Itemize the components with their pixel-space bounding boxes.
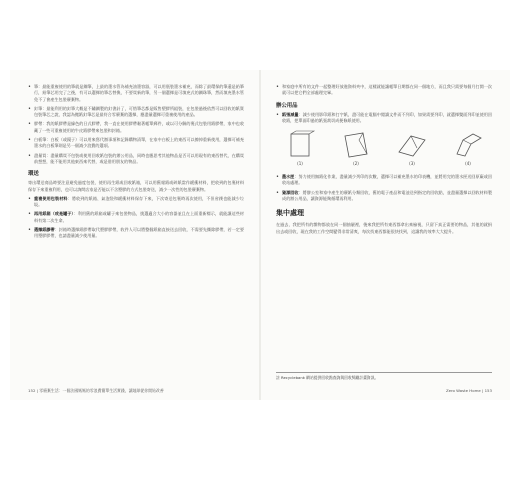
page-folio-left: 152 | 零廢棄生活：一個法國媽媽的零浪費簡單生活實踐，讓地球從你開始改善 [28, 388, 164, 393]
fold-step-label: (4) [465, 161, 471, 167]
section-heading-centralize: 集中處理 [276, 209, 304, 218]
left-column [28, 84, 244, 243]
office-item-label: 紙張減量 [282, 111, 299, 117]
fold-step-label: (3) [409, 161, 415, 167]
folding-illustration [280, 130, 488, 166]
office-item-text: ：減少使用影印紙和打字紙，盡可能在電腦中閱讀文件而不列印，如果需要列印，就選擇雙面列印並使用回收紙，把單面印過的紙張裁切成便條紙使用。 [282, 111, 493, 123]
fold-step-drawing [395, 130, 429, 160]
fold-step-label: (2) [353, 161, 359, 167]
bullet-item-text: 筆：最能重複使用的筆就是鋼筆，上最的墨水管為補充油墨容器，可以用瓶裝墨水補充，而除了最環保的筆還是鉛筆行，鉛筆芯用完了之後，有可以選擇的筆芯替換，不要買新的筆，另一個選擇是可填充式的鋼珠筆，然而填充墨水管免不了會產生包裝廢棄物。 [34, 84, 244, 102]
fold-step-drawing [451, 130, 485, 160]
book-spread [10, 70, 510, 400]
bullet-list-office-2 [276, 174, 492, 202]
bullet-item-text: 膠帶：我的紙膠帶是綠色的日式膠帶，我一直在使用膠帶黏著帳單郵件，或以可分解的裹式包裝用紙膠帶，家中也收藏了一些可重複使用的牛皮紙膠帶來包裝和封箱。 [34, 121, 244, 133]
section-paragraph-left: 寄出環送商品時要注意避免過度包裝，使用再生紙或回收紙箱，可以用舊報紙或碎紙當作緩衝材料，把收到的包裹材料保存下來重複利用，也可以詢問店家是否能以不含塑膠的方式包裝寄送，減少一次性的包裝廢棄物。 [28, 180, 244, 192]
office-item-b-label: 資源回收 [282, 189, 299, 195]
office-item-b-0 [276, 174, 492, 187]
bullet-item-2 [28, 121, 244, 134]
office-item-b-1 [276, 190, 492, 203]
bullet-item-3 [28, 137, 244, 150]
bullet-list-bottom [28, 196, 244, 240]
fold-step-drawing [339, 130, 373, 160]
packing-item-1 [28, 211, 244, 224]
fold-step-2 [336, 130, 376, 166]
packing-item-text: ：利用舊的紙箱或罐子來包裝物品，挑選適合大小的容器並且在上面重新標示，就能讓這些材料有第二次生命。 [34, 211, 244, 223]
office-item-b-text: ：努力使用無紙化作業，盡量減少列印的次數，選擇可以補充墨水的印表機，並將用完的墨水匣送回原廠或回收站處理。 [282, 174, 492, 186]
fold-step-label: (1) [297, 161, 303, 167]
bullet-item-4 [28, 153, 244, 166]
right-page [262, 70, 510, 400]
packing-item-label: 再用紙箱（或是罐子） [34, 211, 74, 217]
section-heading-left: 環送 [28, 171, 39, 178]
bullet-list-top [28, 84, 244, 165]
packing-item-text: ：封箱時選擇紙膠帶取代塑膠膠帶，收件人可以將整個紙箱直接送去回收，不需要先撕除膠帶，若一定要用塑膠膠帶，也請盡量減少使用量。 [34, 227, 244, 239]
office-item-b-label: 墨水匣 [282, 174, 295, 180]
fold-step-1 [280, 130, 320, 166]
bullet-item-1 [28, 106, 244, 119]
section-heading-office: 辦公用品 [276, 102, 298, 109]
packing-item-0 [28, 196, 244, 209]
fold-step-4 [448, 130, 488, 166]
right-column [276, 84, 492, 238]
packing-item-text: ：將收到的紙箱、氣泡袋和緩衝材料保存下來，下次寄送包裹時再次使用，不但省錢也能減少垃圾。 [34, 195, 245, 208]
bullet-item-0 [28, 84, 244, 103]
packing-item-2 [28, 227, 244, 240]
page-folio-right: Zero Waste Home | 153 [445, 388, 492, 393]
gutter [259, 70, 261, 400]
top-paragraph: • 和家庭中所有的文件一起整理好放進資料夾中，這樣就能讓帳單日期都在同一個地方，而且我只需要每個月打開一次就可以把它們全部處理完畢。 [276, 84, 492, 97]
left-page [10, 70, 258, 400]
bullet-item-text: 白板筆：白板（或鏡子）可以用來寫代辦事項和記錄購物清單，在家中白板上的東西可以擦掉重新使用，選擇可補充墨水的白板筆則是另一個減少浪費的選項。 [34, 137, 244, 149]
office-item-b-text: ：將辦公室和家中產生的廢紙分類回收，舊的電子產品和電池送到指定的回收點，並盡量選擇以回收材料製成的辦公用品，讓資源能夠循環再利用。 [282, 189, 493, 202]
footnote: 註 Recyclebank 網站提供回收點查詢與回收獎勵計畫資訊。 [276, 372, 492, 381]
bullet-item-text: 盡量買：盡量購買不包裝或使用回收紙包裝的辦公用品，同時也應思考其他物品是否可以用現有的東西替代，在購買前想想，能不能用其他東西來代替，或是借用朋友的物品。 [34, 152, 244, 164]
section-paragraph-centralize: 在過去，我把所有的雜物都放在同一個抽屜裡，後來我把所有東西都拿出來檢視，只留下真正需要的物品，其他的就捐出去或回收，現在我的工作空間變得非常清爽，每次找東西都能很快找到，這讓我的效率大大提升。 [276, 222, 492, 234]
bullet-item-text: 釘筆：最能利用的釘筆大概是不鏽鋼製的釘書針了，可惜筆芯都是販售塑膠所組裝，在包裝過後依然可以回收的紙質包裝筆芯之說，我認為搬紙釘筆芯是最符合零廢棄的選擇，應盡量選擇可重複使用的產品。 [34, 105, 244, 118]
fold-step-drawing [283, 130, 317, 160]
packing-item-label: 重複使用包裝材料 [34, 195, 68, 201]
office-item-0 [276, 112, 492, 125]
fold-step-3 [392, 130, 432, 166]
packing-item-label: 選擇紙膠帶 [34, 227, 55, 233]
bullet-list-office [276, 112, 492, 125]
